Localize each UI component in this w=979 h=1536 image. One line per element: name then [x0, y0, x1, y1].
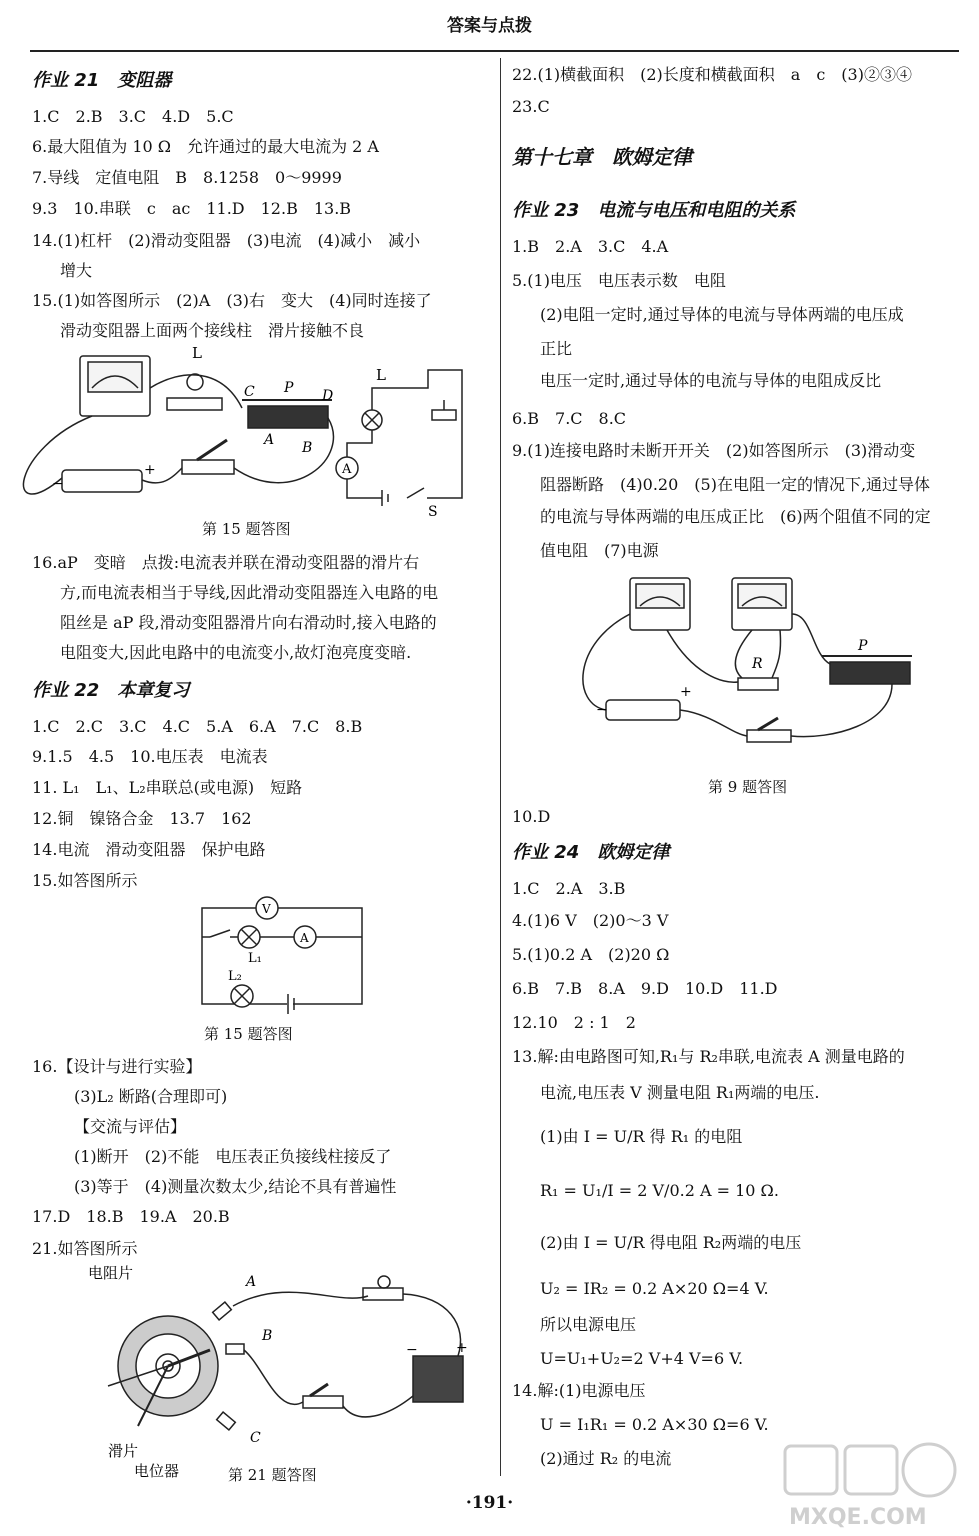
fig15a-label-B: B: [302, 440, 313, 456]
fig21-A: A: [246, 1274, 257, 1290]
answer-line: 电阻变大,因此电路中的电流变小,故灯泡亮度变暗.: [60, 643, 412, 662]
figure-caption: 第 15 题答图: [204, 1025, 293, 1043]
svg-text:MXQE.COM: MXQE.COM: [789, 1505, 927, 1530]
fig15b-A: A: [300, 931, 309, 945]
chapter-title: 第十七章 欧姆定律: [512, 145, 692, 169]
answer-line: 17.D 18.B 19.A 20.B: [32, 1207, 230, 1226]
fig15b-L2: L₂: [228, 969, 242, 984]
answer-line: 22.(1)横截面积 (2)长度和横截面积 a c (3)②③④: [512, 65, 912, 84]
page-number: ·191·: [465, 1493, 514, 1513]
answer-line: 增大: [60, 261, 93, 280]
fig9-minus: −: [596, 702, 608, 718]
fig15a-plus: +: [144, 462, 156, 478]
fig21-minus: −: [406, 1342, 418, 1358]
formula-line: U = I₁R₁ = 0.2 A×30 Ω=6 V.: [540, 1415, 769, 1434]
fig21-C: C: [250, 1430, 261, 1446]
fig15a-sch-L: L: [376, 366, 386, 384]
fig15a-label-A: A: [264, 432, 275, 448]
answer-line: 阻丝是 aP 段,滑动变阻器滑片向右滑动时,接入电路的: [60, 613, 437, 632]
fig21-plus: +: [456, 1340, 468, 1356]
figure-caption: 第 15 题答图: [202, 520, 291, 538]
answer-line: 电流,电压表 V 测量电阻 R₁两端的电压.: [540, 1083, 820, 1102]
battery-drawing: [62, 470, 142, 492]
answer-line: 13.解:由电路图可知,R₁与 R₂串联,电流表 A 测量电路的: [512, 1047, 905, 1066]
fig15a-label-D: D: [322, 388, 334, 404]
answer-line: 14.电流 滑动变阻器 保护电路: [32, 840, 266, 859]
answer-line: 【交流与评估】: [74, 1117, 187, 1136]
column-divider: [500, 58, 501, 1476]
figure-15-circuit-schematic: [192, 900, 372, 1020]
answer-line: 1.C 2.A 3.B: [512, 879, 626, 898]
answer-line: 10.D: [512, 807, 551, 826]
answer-line: 9.1.5 4.5 10.电压表 电流表: [32, 747, 268, 766]
answer-line: 4.(1)6 V (2)0～3 V: [512, 911, 669, 930]
answer-line: 6.最大阻值为 10 Ω 允许通过的最大电流为 2 A: [32, 137, 379, 156]
fig21-resistor-label: 电阻片: [88, 1264, 134, 1282]
answer-line: 所以电源电压: [540, 1315, 637, 1334]
header-rule: [30, 50, 959, 52]
answer-line: 滑动变阻器上面两个接线柱 滑片接触不良: [60, 321, 365, 340]
formula-line: R₁ = U₁/I = 2 V/0.2 A = 10 Ω.: [540, 1181, 779, 1200]
lamp-base: [167, 398, 222, 410]
answer-line: 1.C 2.C 3.C 4.C 5.A 6.A 7.C 8.B: [32, 717, 363, 736]
answer-line: 14.(1)杠杆 (2)滑动变阻器 (3)电流 (4)减小 减小: [32, 231, 421, 250]
answer-line: (2)电阻一定时,通过导体的电流与导体两端的电压成: [540, 305, 904, 324]
answer-line: 14.解:(1)电源电压: [512, 1381, 646, 1400]
figure-caption: 第 9 题答图: [708, 778, 788, 796]
section-title-24: 作业 24 欧姆定律: [512, 842, 670, 863]
answer-line: 1.C 2.B 3.C 4.D 5.C: [32, 107, 234, 126]
rheostat-body: [248, 406, 328, 428]
answer-line: 6.B 7.C 8.C: [512, 409, 627, 428]
answer-line: 23.C: [512, 97, 550, 116]
section-title-23: 作业 23 电流与电压和电阻的关系: [512, 200, 796, 221]
fig9-P: P: [858, 638, 868, 654]
answer-line: 11. L₁ L₁、L₂串联总(或电源) 短路: [32, 778, 303, 797]
answer-line: 15.(1)如答图所示 (2)A (3)右 变大 (4)同时连接了: [32, 291, 432, 310]
answer-line: 值电阻 (7)电源: [540, 541, 659, 560]
figure-15-circuit-physical: [32, 344, 492, 520]
answer-line: 6.B 7.B 8.A 9.D 10.D 11.D: [512, 979, 778, 998]
lamp-bulb: [187, 374, 203, 390]
answer-line: 15.如答图所示: [32, 871, 138, 890]
answer-line: (2)通过 R₂ 的电流: [540, 1449, 672, 1468]
fig15a-sch-S: S: [428, 504, 438, 520]
fig9-R: R: [752, 656, 763, 672]
answer-line: 的电流与导体两端的电压成正比 (6)两个阻值不同的定: [540, 507, 931, 526]
page-header: [0, 0, 979, 52]
answer-line: (3)L₂ 断路(合理即可): [74, 1087, 228, 1106]
answer-line: 16.aP 变暗 点拨:电流表并联在滑动变阻器的滑片右: [32, 553, 420, 572]
answer-line: 方,而电流表相当于导线,因此滑动变阻器连入电路的电: [60, 583, 439, 602]
fig15a-label-C: C: [244, 384, 255, 400]
fig15a-sch-A: A: [342, 462, 352, 477]
fig21-pot-label: 电位器: [134, 1462, 180, 1480]
answer-line: 5.(1)0.2 A (2)20 Ω: [512, 945, 670, 964]
fig21-B: B: [262, 1328, 273, 1344]
answer-line: 16.【设计与进行实验】: [32, 1057, 202, 1076]
answer-line: 1.B 2.A 3.C 4.A: [512, 237, 669, 256]
figure-caption: 第 21 题答图: [228, 1466, 317, 1484]
fig21-slider-label: 滑片: [108, 1442, 139, 1460]
formula-line: U₂ = IR₂ = 0.2 A×20 Ω=4 V.: [540, 1279, 769, 1298]
answer-line: 9.(1)连接电路时未断开开关 (2)如答图所示 (3)滑动变: [512, 441, 916, 460]
fig15a-label-P: P: [284, 380, 294, 396]
formula-line: (1)由 I = U/R 得 R₁ 的电阻: [540, 1127, 743, 1146]
answer-line: 9.3 10.串联 c ac 11.D 12.B 13.B: [32, 199, 352, 218]
fig15b-L1: L₁: [248, 951, 262, 966]
header-title: 答案与点拨: [447, 16, 532, 36]
answer-line: 7.导线 定值电阻 B 8.1258 0～9999: [32, 168, 342, 187]
answer-line: 阻器断路 (4)0.20 (5)在电阻一定的情况下,通过导体: [540, 475, 931, 494]
answer-line: 电压一定时,通过导体的电流与导体的电阻成反比: [540, 371, 882, 390]
section-title-22: 作业 22 本章复习: [32, 680, 190, 701]
answer-line: 12.10 2 : 1 2: [512, 1013, 636, 1032]
answer-line: 正比: [540, 339, 573, 358]
figure-9-circuit: [572, 574, 912, 764]
section-title-21: 作业 21 变阻器: [32, 70, 172, 91]
fig15a-minus: −: [52, 476, 64, 492]
answer-line: (3)等于 (4)测量次数太少,结论不具有普遍性: [74, 1177, 397, 1196]
answer-line: 12.铜 镍铬合金 13.7 162: [32, 809, 252, 828]
formula-line: (2)由 I = U/R 得电阻 R₂两端的电压: [540, 1233, 802, 1252]
fig9-plus: +: [680, 684, 692, 700]
watermark-logo: [777, 1440, 967, 1530]
switch-drawing: [182, 460, 234, 474]
answer-line: 5.(1)电压 电压表示数 电阻: [512, 271, 726, 290]
formula-line: U=U₁+U₂=2 V+4 V=6 V.: [540, 1349, 744, 1368]
fig15a-label-L: L: [192, 344, 202, 362]
answer-line: 21.如答图所示: [32, 1239, 138, 1258]
fig15b-V: V: [262, 902, 271, 916]
figure-21-potentiometer: [88, 1264, 468, 1480]
answer-line: (1)断开 (2)不能 电压表正负接线柱接反了: [74, 1147, 392, 1166]
